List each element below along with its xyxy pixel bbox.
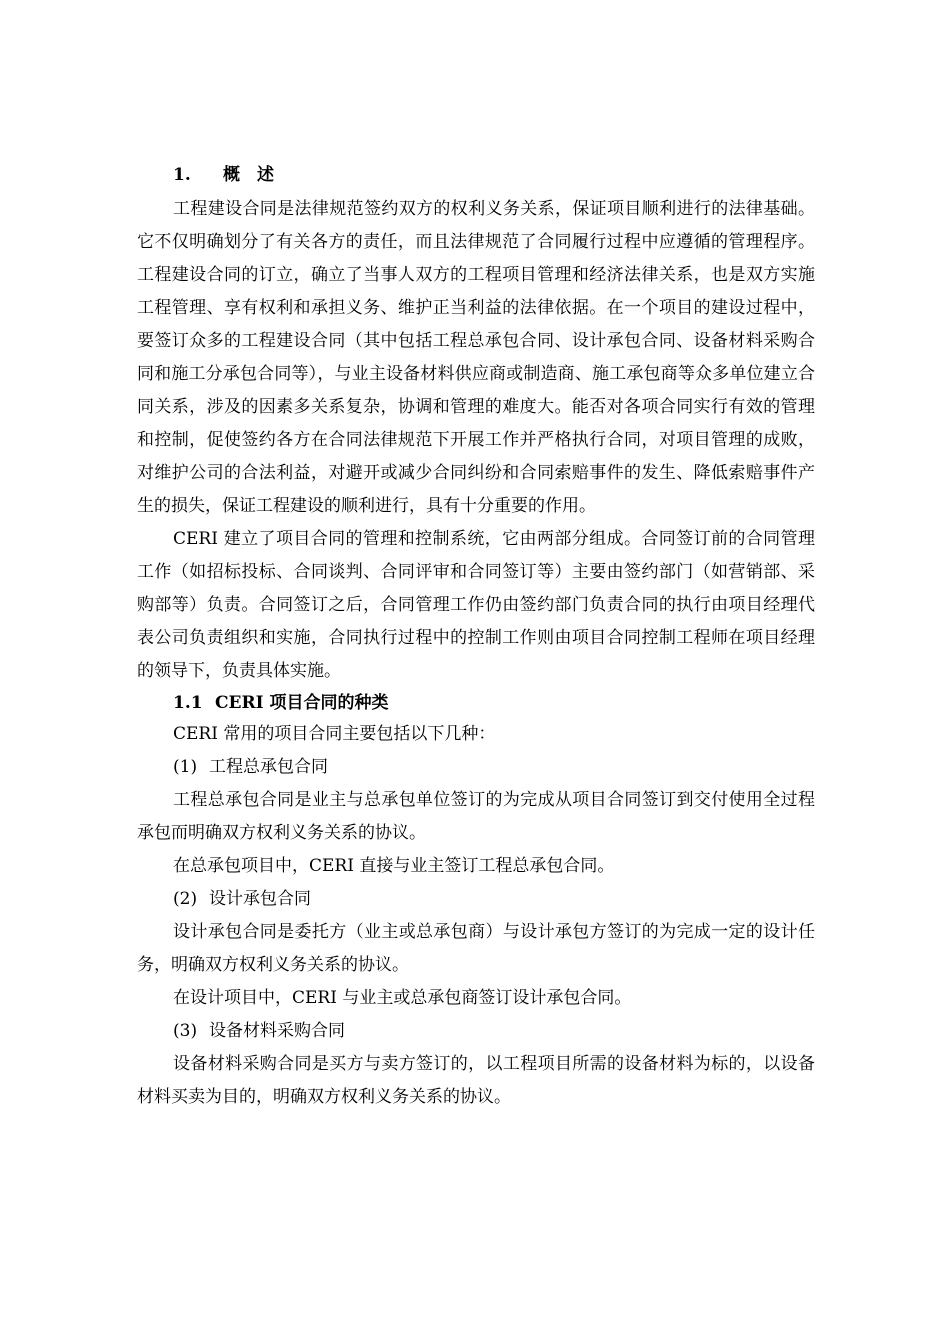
list-item-number: (1) [173,757,198,777]
list-item-definition: 设计承包合同是委托方（业主或总承包商）与设计承包方签订的为完成一定的设计任务，明确双方权利义务关系的协议。 [137,922,815,975]
list-item-label: 设备材料采购合同 [209,1021,345,1041]
section-title: 概 述 [223,165,274,185]
list-item-title [137,883,815,916]
subsection-title: CERI 项目合同的种类 [215,693,389,713]
list-item-title [137,751,815,784]
subsection-intro: CERI 常用的项目合同主要包括以下几种： [173,724,496,744]
list-item-number: (3) [173,1021,198,1041]
list-item-label: 设计承包合同 [209,889,311,909]
list-item-note: 在总承包项目中，CERI 直接与业主签订工程总承包合同。 [173,856,615,876]
intro-paragraph-2: CERI 建立了项目合同的管理和控制系统，它由两部分组成。合同签订前的合同管理工作（如招标投标、合同谈判、合同评审和合同签订等）主要由签约部门（如营销部、采购部等）负责。合同签订之后，合同管理工作仍由签约部门负责合同的执行由项目经理代表公司负责组织和实施，合同执行过程中的控制工作则由项目合同控制工程师在项目经理的领导下，负责具体实施。 [137,529,815,681]
section-number: 1. [173,165,191,185]
list-item-label: 工程总承包合同 [209,757,328,777]
list-item-note: 在设计项目中，CERI 与业主或总承包商签订设计承包合同。 [173,988,632,1008]
section-heading-1 [137,160,815,190]
subsection-number: 1.1 [173,693,203,713]
list-item-title [137,1015,815,1048]
list-item-number: (2) [173,889,198,909]
section-heading-1-1 [137,688,815,718]
list-item-definition: 工程总承包合同是业主与总承包单位签订的为完成从项目合同签订到交付使用全过程承包而明确双方权利义务关系的协议。 [137,790,815,843]
list-item-definition: 设备材料采购合同是买方与卖方签订的，以工程项目所需的设备材料为标的，以设备材料买卖为目的，明确双方权利义务关系的协议。 [137,1054,815,1107]
intro-paragraph-1: 工程建设合同是法律规范签约双方的权利义务关系，保证项目顺利进行的法律基础。它不仅明确划分了有关各方的责任，而且法律规范了合同履行过程中应遵循的管理程序。工程建设合同的订立，确立了当事人双方的工程项目管理和经济法律关系，也是双方实施工程管理、享有权利和承担义务、维护正当利益的法律依据。在一个项目的建设过程中，要签订众多的工程建设合同（其中包括工程总承包合同、设计承包合同、设备材料采购合同和施工分承包合同等），与业主设备材料供应商或制造商、施工承包商等众多单位建立合同关系，涉及的因素多关系复杂，协调和管理的难度大。能否对各项合同实行有效的管理和控制，促使签约各方在合同法律规范下开展工作并严格执行合同，对项目管理的成败，对维护公司的合法利益，对避开或减少合同纠纷和合同索赔事件的发生、降低索赔事件产生的损失，保证工程建设的顺利进行，具有十分重要的作用。 [137,199,815,516]
document-body [137,160,815,1114]
